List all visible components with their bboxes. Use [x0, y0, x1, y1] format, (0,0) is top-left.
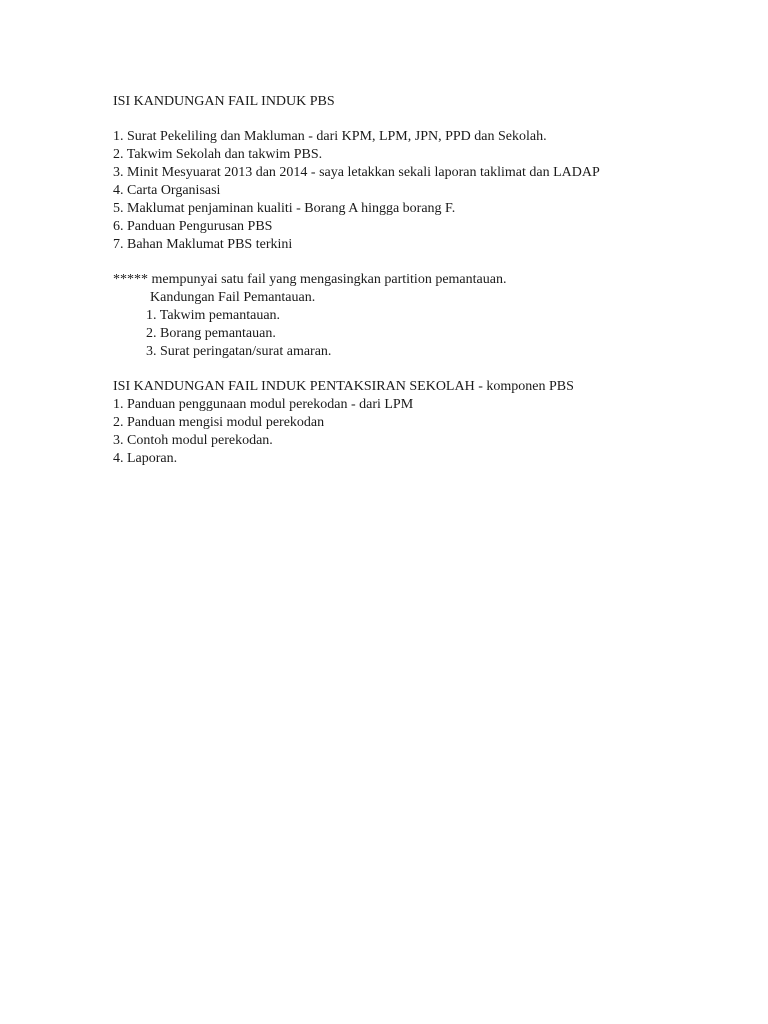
list-item: 3. Minit Mesyuarat 2013 dan 2014 - saya letakkan sekali laporan taklimat dan LADAP [113, 165, 600, 180]
document-body [113, 93, 733, 468]
list-item: 5. Maklumat penjaminan kualiti - Borang A hingga borang F. [113, 201, 456, 216]
section1-heading: ISI KANDUNGAN FAIL INDUK PBS [113, 94, 335, 109]
list-item: 3. Contoh modul perekodan. [113, 433, 273, 448]
note-text: ***** mempunyai satu fail yang mengasingkan partition pemantauan. [113, 272, 507, 287]
list-item: 2. Panduan mengisi modul perekodan [113, 415, 325, 430]
list-item: 2. Borang pemantauan. [146, 326, 276, 341]
list-item: 2. Takwim Sekolah dan takwim PBS. [113, 147, 323, 162]
list-item: 7. Bahan Maklumat PBS terkini [113, 237, 293, 252]
list-item: 6. Panduan Pengurusan PBS [113, 219, 273, 234]
section2-heading: ISI KANDUNGAN FAIL INDUK PENTAKSIRAN SEKOLAH - komponen PBS [113, 379, 574, 394]
list-item: 1. Takwim pemantauan. [146, 308, 281, 323]
list-item: 4. Carta Organisasi [113, 183, 221, 198]
spacer [113, 254, 733, 271]
note-subheading: Kandungan Fail Pemantauan. [150, 290, 316, 305]
list-item: 1. Panduan penggunaan modul perekodan - dari LPM [113, 397, 414, 412]
spacer [113, 361, 733, 378]
list-item: 4. Laporan. [113, 451, 178, 466]
spacer [113, 111, 733, 128]
list-item: 3. Surat peringatan/surat amaran. [146, 344, 332, 359]
list-item: 1. Surat Pekeliling dan Makluman - dari KPM, LPM, JPN, PPD dan Sekolah. [113, 129, 547, 144]
